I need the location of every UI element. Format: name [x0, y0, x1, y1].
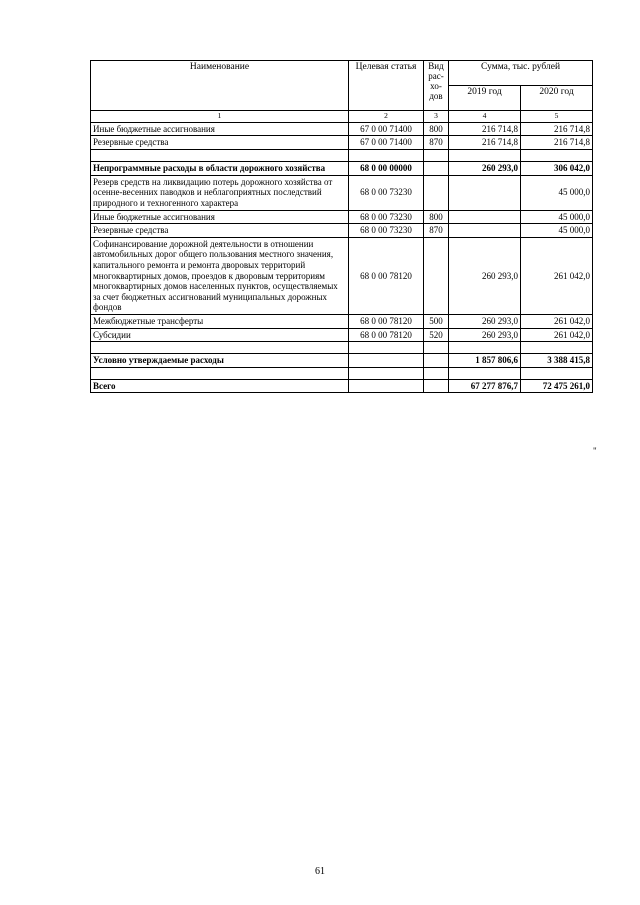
row-name: Резервные средства — [91, 224, 349, 238]
page-number: 61 — [315, 866, 325, 877]
row-name: Иные бюджетные ассигнования — [91, 122, 349, 136]
column-number: 4 — [449, 111, 521, 123]
budget-table — [90, 60, 593, 393]
row-kind — [424, 354, 449, 368]
row-amount-2020: 45 000,0 — [521, 224, 593, 238]
row-amount-2020: 3 388 415,8 — [521, 354, 593, 368]
table-row — [91, 328, 593, 342]
row-name: Межбюджетные трансферты — [91, 314, 349, 328]
column-number: 5 — [521, 111, 593, 123]
header-sum: Сумма, тыс. рублей — [449, 61, 593, 86]
row-amount-2019: 260 293,0 — [449, 314, 521, 328]
row-amount-2020: 306 042,0 — [521, 162, 593, 176]
table-row — [91, 210, 593, 224]
row-amount-2019 — [449, 175, 521, 210]
row-amount-2019: 260 293,0 — [449, 162, 521, 176]
row-kind: 500 — [424, 314, 449, 328]
row-amount-2020: 261 042,0 — [521, 314, 593, 328]
spacer-row — [91, 342, 593, 354]
column-number: 2 — [349, 111, 424, 123]
row-name: Условно утверждаемые расходы — [91, 354, 349, 368]
table-row — [91, 354, 593, 368]
row-kind: 800 — [424, 210, 449, 224]
row-code: 67 0 00 71400 — [349, 136, 424, 150]
row-kind: 870 — [424, 136, 449, 150]
row-amount-2020: 216 714,8 — [521, 136, 593, 150]
header-kind: Вид рас- хо- дов — [424, 61, 449, 111]
row-amount-2019: 260 293,0 — [449, 237, 521, 314]
closing-quote: " — [593, 446, 597, 456]
row-amount-2020: 261 042,0 — [521, 237, 593, 314]
row-amount-2019 — [449, 210, 521, 224]
row-amount-2020: 216 714,8 — [521, 122, 593, 136]
row-amount-2020: 72 475 261,0 — [521, 379, 593, 393]
table-row — [91, 162, 593, 176]
header-code: Целевая статья — [349, 61, 424, 111]
header-name: Наименование — [91, 61, 349, 111]
row-code — [349, 354, 424, 368]
row-amount-2019: 216 714,8 — [449, 122, 521, 136]
row-kind: 520 — [424, 328, 449, 342]
table-row — [91, 224, 593, 238]
table-row — [91, 314, 593, 328]
row-amount-2019 — [449, 224, 521, 238]
row-kind — [424, 379, 449, 393]
header-year-2020: 2020 год — [521, 86, 593, 111]
spacer-row — [91, 367, 593, 379]
row-code: 68 0 00 73230 — [349, 175, 424, 210]
total-row — [91, 379, 593, 393]
row-amount-2019: 67 277 876,7 — [449, 379, 521, 393]
column-number: 1 — [91, 111, 349, 123]
row-kind: 800 — [424, 122, 449, 136]
row-code: 68 0 00 78120 — [349, 237, 424, 314]
row-code: 68 0 00 78120 — [349, 328, 424, 342]
row-name: Резервные средства — [91, 136, 349, 150]
row-name: Всего — [91, 379, 349, 393]
row-kind — [424, 237, 449, 314]
row-kind: 870 — [424, 224, 449, 238]
row-code: 68 0 00 00000 — [349, 162, 424, 176]
table-header-row — [91, 61, 593, 86]
row-code: 67 0 00 71400 — [349, 122, 424, 136]
column-numbers-row — [91, 111, 593, 123]
row-amount-2019: 260 293,0 — [449, 328, 521, 342]
table-row — [91, 237, 593, 314]
header-year-2019: 2019 год — [449, 86, 521, 111]
table-row — [91, 136, 593, 150]
row-code: 68 0 00 73230 — [349, 224, 424, 238]
row-code: 68 0 00 78120 — [349, 314, 424, 328]
row-code — [349, 379, 424, 393]
row-code: 68 0 00 73230 — [349, 210, 424, 224]
row-name: Иные бюджетные ассигнования — [91, 210, 349, 224]
row-name: Резерв средств на ликвидацию потерь дорожного хозяйства от осенне-весенних паводков и неблагоприятных последствий природного и техногенного характера — [91, 175, 349, 210]
row-amount-2020: 261 042,0 — [521, 328, 593, 342]
row-name: Непрограммные расходы в области дорожного хозяйства — [91, 162, 349, 176]
row-amount-2019: 216 714,8 — [449, 136, 521, 150]
row-amount-2020: 45 000,0 — [521, 210, 593, 224]
row-name: Софинансирование дорожной деятельности в отношении автомобильных дорог общего пользования местного значения, капитального ремонта и ремонта дворовых территорий многоквартирных домов, проездов к дворовым территориям многоквартирных домов населенных пунктов, осуществляемых за счет бюджетных ассигнований муниципальных дорожных фондов — [91, 237, 349, 314]
row-kind — [424, 162, 449, 176]
spacer-row — [91, 150, 593, 162]
row-kind — [424, 175, 449, 210]
table-row — [91, 175, 593, 210]
column-number: 3 — [424, 111, 449, 123]
row-name: Субсидии — [91, 328, 349, 342]
row-amount-2020: 45 000,0 — [521, 175, 593, 210]
row-amount-2019: 1 857 806,6 — [449, 354, 521, 368]
table-row — [91, 122, 593, 136]
